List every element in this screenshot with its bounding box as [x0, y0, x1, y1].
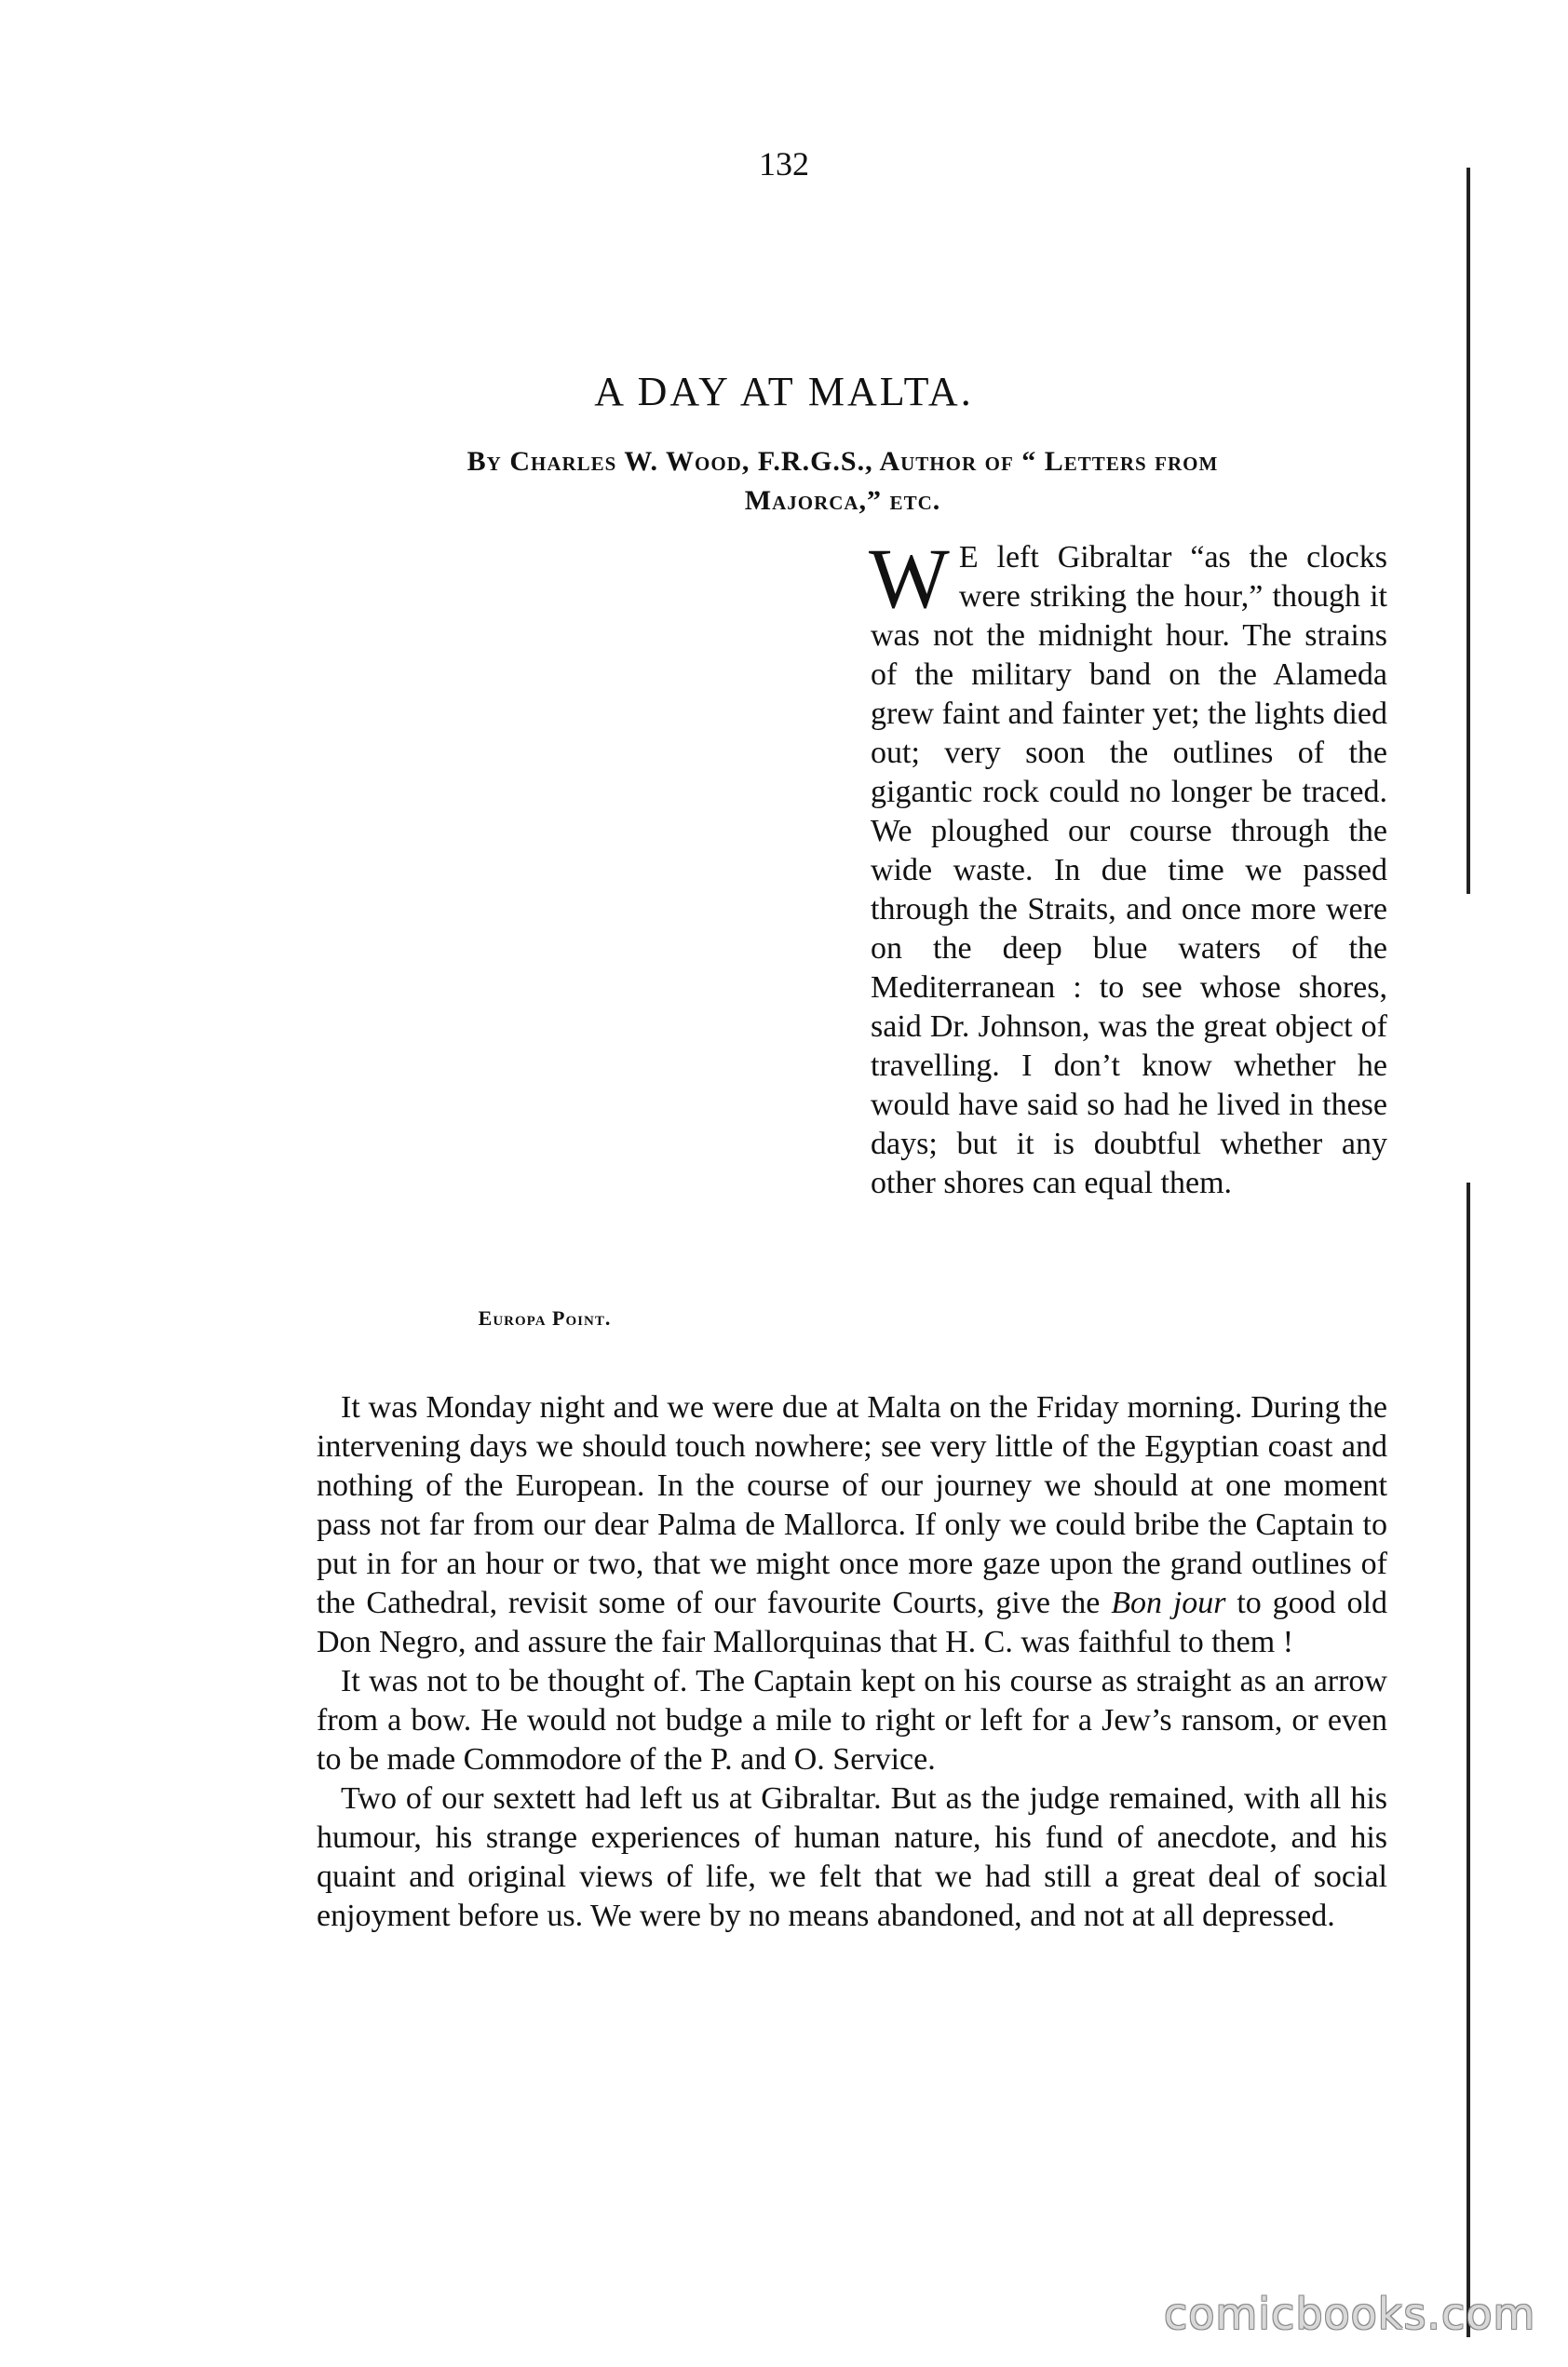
article-title: A DAY AT MALTA. — [594, 369, 974, 414]
paragraph-1 — [317, 1388, 1387, 1662]
illustration-europa-point — [317, 540, 847, 1294]
paragraph-2: It was not to be thought of. The Captain kept on his course as straight as an arrow from a bow. He would not budge a mile to right or left for a Jew’s ransom, or even to be made Commodore of the P. and O. Service. — [317, 1664, 1387, 1777]
side-column-body: E left Gibraltar “as the clocks were striking the hour,” though it was not the midnight hour. The strains of the military band on the Alameda grew faint and fainter yet; the lights died out; very soon the outlines of the gigantic rock could no longer be traced. We ploughed our course through the wide waste. In due time we passed through the Straits, and once more were on the deep blue waters of the Mediterranean : to see whose shores, said Dr. Johnson, was the great object of travelling. I don’t know whether he would have said so had he lived in these days; but it is doubtful whether any other shores can equal them. — [871, 540, 1387, 1200]
byline-line2: Majorca,” etc. — [744, 485, 941, 516]
illustration-caption: Europa Point. — [478, 1306, 612, 1330]
paragraph-3: Two of our sextett had left us at Gibraltar. But as the judge remained, with all his humour, his strange experiences of human nature, his fund of anecdote, and his quaint and original views of life, we felt that we had still a great deal of social enjoyment before us. We were by no means abandoned, and not at all depressed. — [317, 1781, 1387, 1933]
page-number: 132 — [759, 145, 809, 183]
drop-cap: W — [869, 531, 950, 626]
page-edge-line — [1467, 1183, 1470, 2337]
body-text — [317, 1388, 1387, 1936]
byline — [317, 442, 1369, 521]
side-column-text — [869, 531, 1387, 1203]
byline-line1: By Charles W. Wood, F.R.G.S., Author of “ Letters from — [466, 446, 1219, 477]
watermark: comicbooks.com — [1164, 2289, 1536, 2339]
paragraph-1-part-2: to good old Don Negro, and assure the fair Mallorquinas that H. C. was faithful to them ! — [317, 1586, 1387, 1659]
paragraph-1-italic: Bon jour — [1111, 1586, 1226, 1620]
paragraph-1-part-1: It was Monday night and we were due at Malta on the Friday morning. During the intervening days we should touch nowhere; see very little of the Egyptian coast and nothing of the European. In the course of our journey we should at one moment pass not far from our dear Palma de Mallorca. If only we could bribe the Captain to put in for an hour or two, that we might once more gaze upon the grand outlines of the Cathedral, revisit some of our favourite Courts, give the — [317, 1390, 1387, 1620]
page-edge-line — [1467, 168, 1470, 894]
